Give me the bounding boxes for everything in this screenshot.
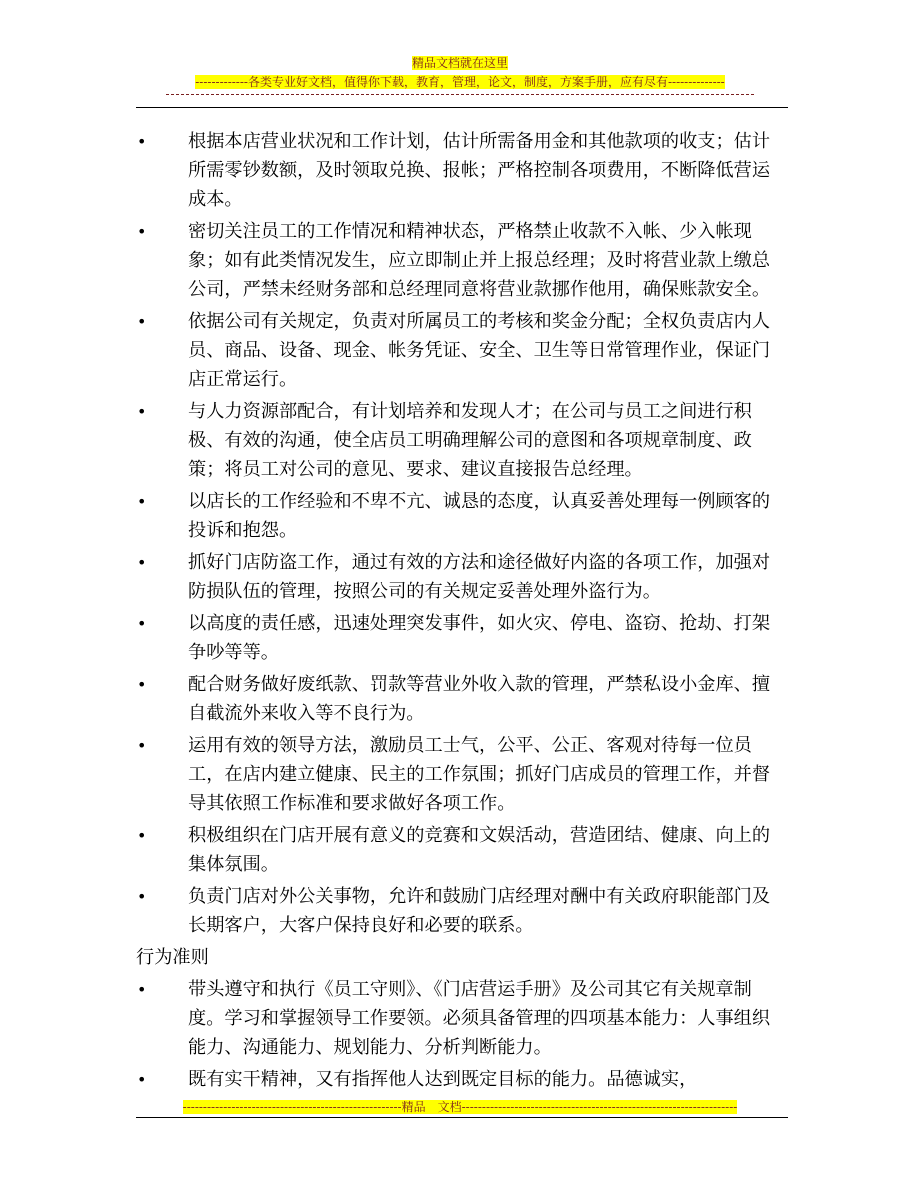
bullet-icon: • bbox=[137, 132, 147, 151]
bullet-icon: • bbox=[137, 1070, 147, 1089]
bullet-icon: • bbox=[137, 826, 147, 845]
duty-list bbox=[136, 127, 786, 940]
header-banner: -------------各类专业好文档，值得你下载，教育，管理，论文，制度，方案手册，应有尽有-------------- bbox=[195, 75, 725, 89]
conduct-list bbox=[136, 975, 786, 1094]
footer-rule bbox=[136, 1117, 788, 1118]
bullet-icon: • bbox=[137, 736, 147, 755]
bullet-icon: • bbox=[137, 312, 147, 331]
list-item: • 积极组织在门店开展有意义的竞赛和文娱活动，营造团结、健康、向上的集体氛围。 bbox=[136, 821, 786, 879]
bullet-icon: • bbox=[137, 492, 147, 511]
list-item: • 配合财务做好废纸款、罚款等营业外收入款的管理，严禁私设小金库、擅自截流外来收入等不良行为。 bbox=[136, 670, 786, 728]
list-item: • 抓好门店防盗工作，通过有效的方法和途径做好内盗的各项工作，加强对防损队伍的管理，按照公司的有关规定妥善处理外盗行为。 bbox=[136, 548, 786, 606]
bullet-icon: • bbox=[137, 675, 147, 694]
header-title: 精品文档就在这里 bbox=[411, 56, 508, 70]
bullet-icon: • bbox=[137, 887, 147, 906]
list-item: • 根据本店营业状况和工作计划，估计所需备用金和其他款项的收支；估计所需零钞数额，及时领取兑换、报帐；严格控制各项费用，不断降低营运成本。 bbox=[136, 127, 786, 214]
list-item: • 运用有效的领导方法，激励员工士气，公平、公正、客观对待每一位员工，在店内建立健康、民主的工作氛围；抓好门店成员的管理工作，并督导其依照工作标准和要求做好各项工作。 bbox=[136, 731, 786, 818]
header-rule bbox=[136, 107, 788, 108]
bullet-icon: • bbox=[137, 553, 147, 572]
bullet-icon: • bbox=[137, 222, 147, 241]
header-dashed-divider bbox=[166, 94, 754, 95]
list-item: • 与人力资源部配合，有计划培养和发现人才；在公司与员工之间进行积极、有效的沟通，使全店员工明确理解公司的意图和各项规章制度、政策；将员工对公司的意见、要求、建议直接报告总经理。 bbox=[136, 397, 786, 484]
bullet-icon: • bbox=[137, 402, 147, 421]
list-item: • 带头遵守和执行《员工守则》、《门店营运手册》及公司其它有关规章制度。学习和掌握领导工作要领。必须具备管理的四项基本能力：人事组织能力、沟通能力、规划能力、分析判断能力。 bbox=[136, 975, 786, 1062]
list-item: • 既有实干精神，又有指挥他人达到既定目标的能力。品德诚实， bbox=[136, 1065, 786, 1094]
list-item: • 以店长的工作经验和不卑不亢、诚恳的态度，认真妥善处理每一例顾客的投诉和抱怨。 bbox=[136, 487, 786, 545]
bullet-icon: • bbox=[137, 980, 147, 999]
list-item: • 依据公司有关规定，负责对所属员工的考核和奖金分配；全权负责店内人员、商品、设备、现金、帐务凭证、安全、卫生等日常管理作业，保证门店正常运行。 bbox=[136, 307, 786, 394]
footer-banner: ------------------------------------------------------精品 文档-------------------------------------------------------------------- bbox=[182, 1100, 738, 1114]
list-item: • 以高度的责任感，迅速处理突发事件，如火灾、停电、盗窃、抢劫、打架争吵等等。 bbox=[136, 609, 786, 667]
document-body bbox=[136, 127, 786, 1097]
list-item: • 负责门店对外公关事物，允许和鼓励门店经理对酬中有关政府职能部门及长期客户，大客户保持良好和必要的联系。 bbox=[136, 882, 786, 940]
list-item: • 密切关注员工的工作情况和精神状态，严格禁止收款不入帐、少入帐现象；如有此类情况发生，应立即制止并上报总经理；及时将营业款上缴总公司，严禁未经财务部和总经理同意将营业款挪作他用，确保账款安全。 bbox=[136, 217, 786, 304]
bullet-icon: • bbox=[137, 614, 147, 633]
section-heading: 行为准则 bbox=[136, 947, 209, 968]
